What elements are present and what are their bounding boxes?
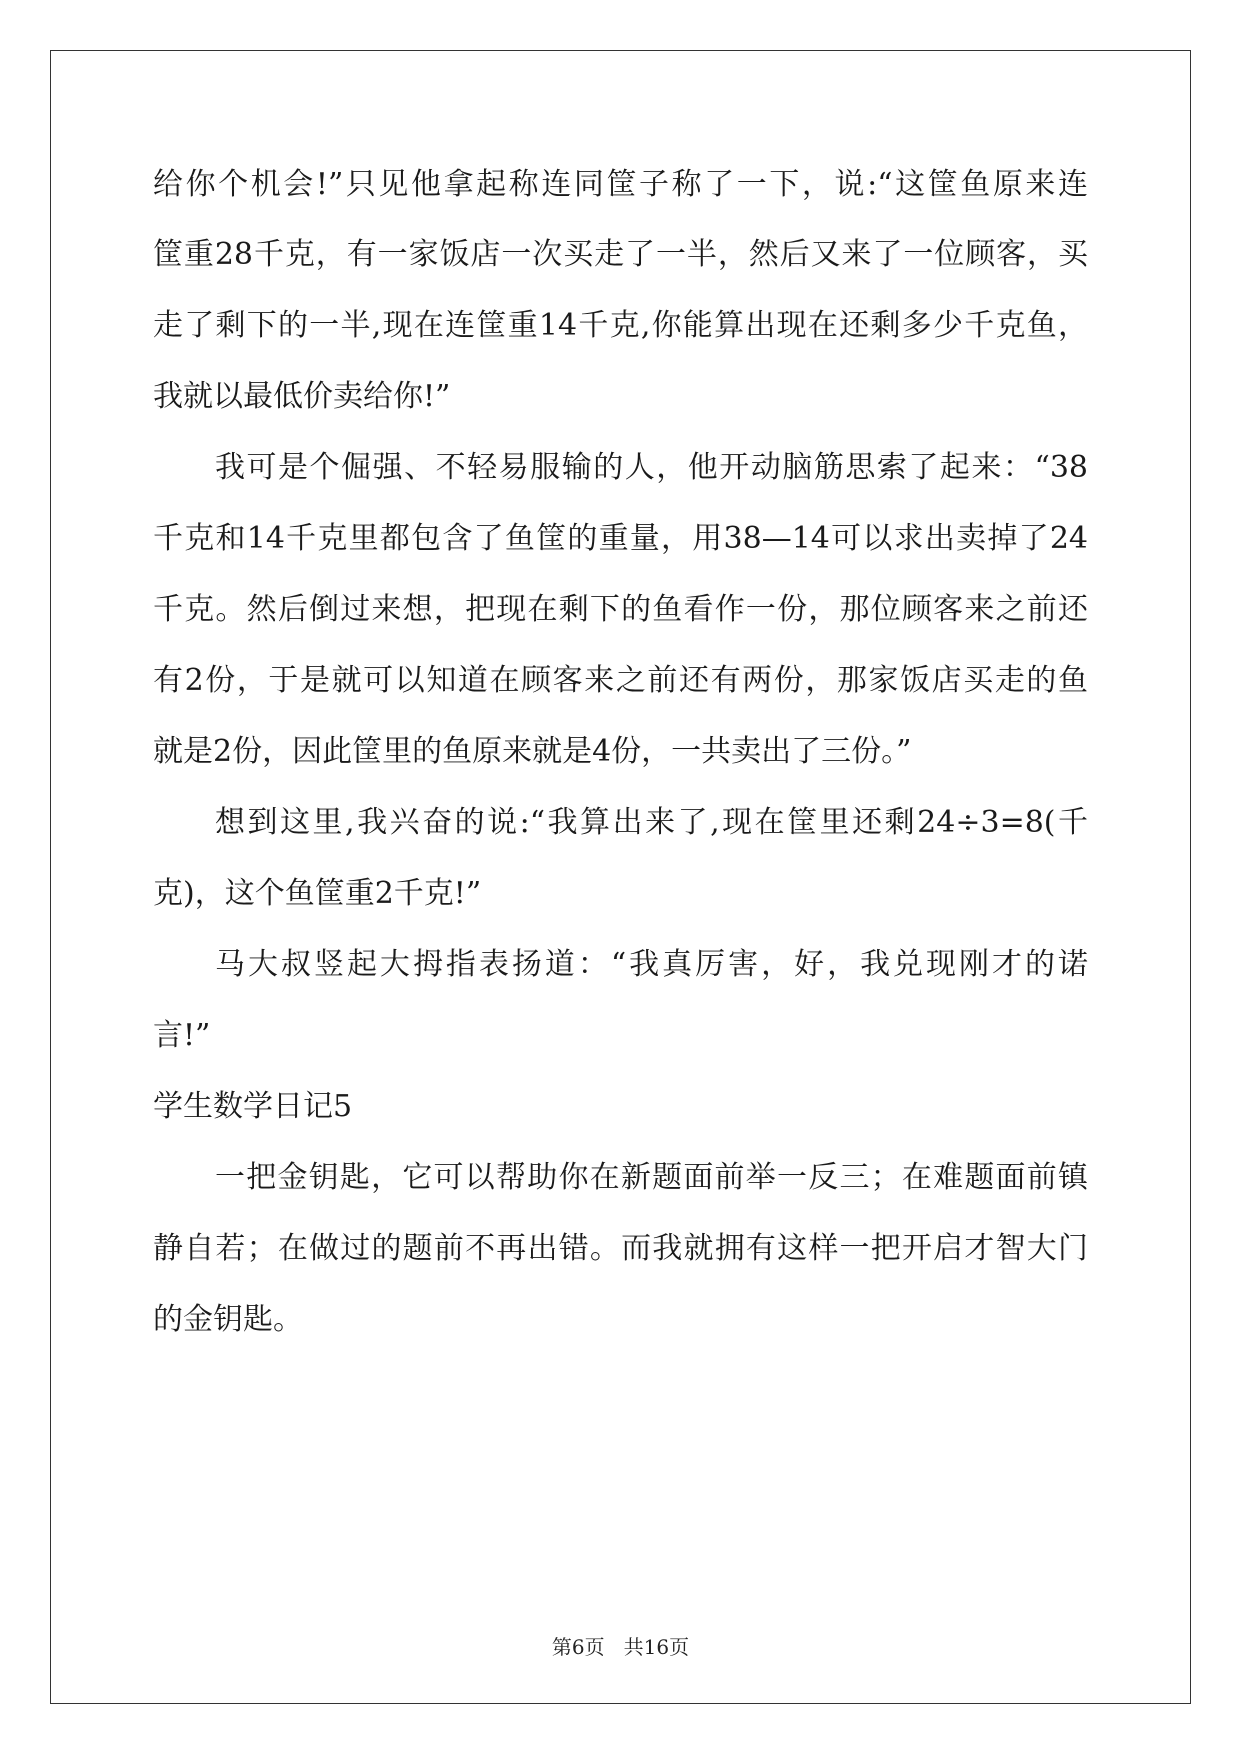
text-line: 的金钥匙。 <box>153 1302 303 1337</box>
text-line: 千克和14千克里都包含了鱼筐的重量，用38—14可以求出卖掉了24 <box>153 521 1088 556</box>
text-line: 有2份，于是就可以知道在顾客来之前还有两份，那家饭店买走的鱼 <box>153 663 1088 698</box>
text-line: 我就以最低价卖给你!” <box>153 379 451 414</box>
text-line: 静自若；在做过的题前不再出错。而我就拥有这样一把开启才智大门 <box>153 1231 1088 1266</box>
paragraph-first-line: 想到这里,我兴奋的说:“我算出来了,现在筐里还剩24÷3=8(千 <box>215 805 1088 840</box>
section-heading: 学生数学日记5 <box>153 1089 353 1124</box>
text-line: 筐重28千克，有一家饭店一次买走了一半，然后又来了一位顾客，买 <box>153 237 1088 272</box>
text-line: 给你个机会!”只见他拿起称连同筐子称了一下，说:“这筐鱼原来连 <box>153 167 1088 202</box>
text-line: 就是2份，因此筐里的鱼原来就是4份，一共卖出了三份。” <box>153 734 912 769</box>
text-line: 千克。然后倒过来想，把现在剩下的鱼看作一份，那位顾客来之前还 <box>153 592 1088 627</box>
text-line: 走了剩下的一半,现在连筐重14千克,你能算出现在还剩多少千克鱼， <box>153 308 1088 343</box>
text-line: 言!” <box>153 1018 211 1053</box>
page-number-footer: 第6页 共16页 <box>551 1635 690 1659</box>
paragraph-first-line: 一把金钥匙，它可以帮助你在新题面前举一反三；在难题面前镇 <box>215 1160 1088 1195</box>
paragraph-first-line: 马大叔竖起大拇指表扬道：“我真厉害，好，我兑现刚才的诺 <box>215 947 1088 982</box>
paragraph-first-line: 我可是个倔强、不轻易服输的人，他开动脑筋思索了起来：“38 <box>215 450 1088 485</box>
text-line: 克)，这个鱼筐重2千克!” <box>153 876 482 911</box>
